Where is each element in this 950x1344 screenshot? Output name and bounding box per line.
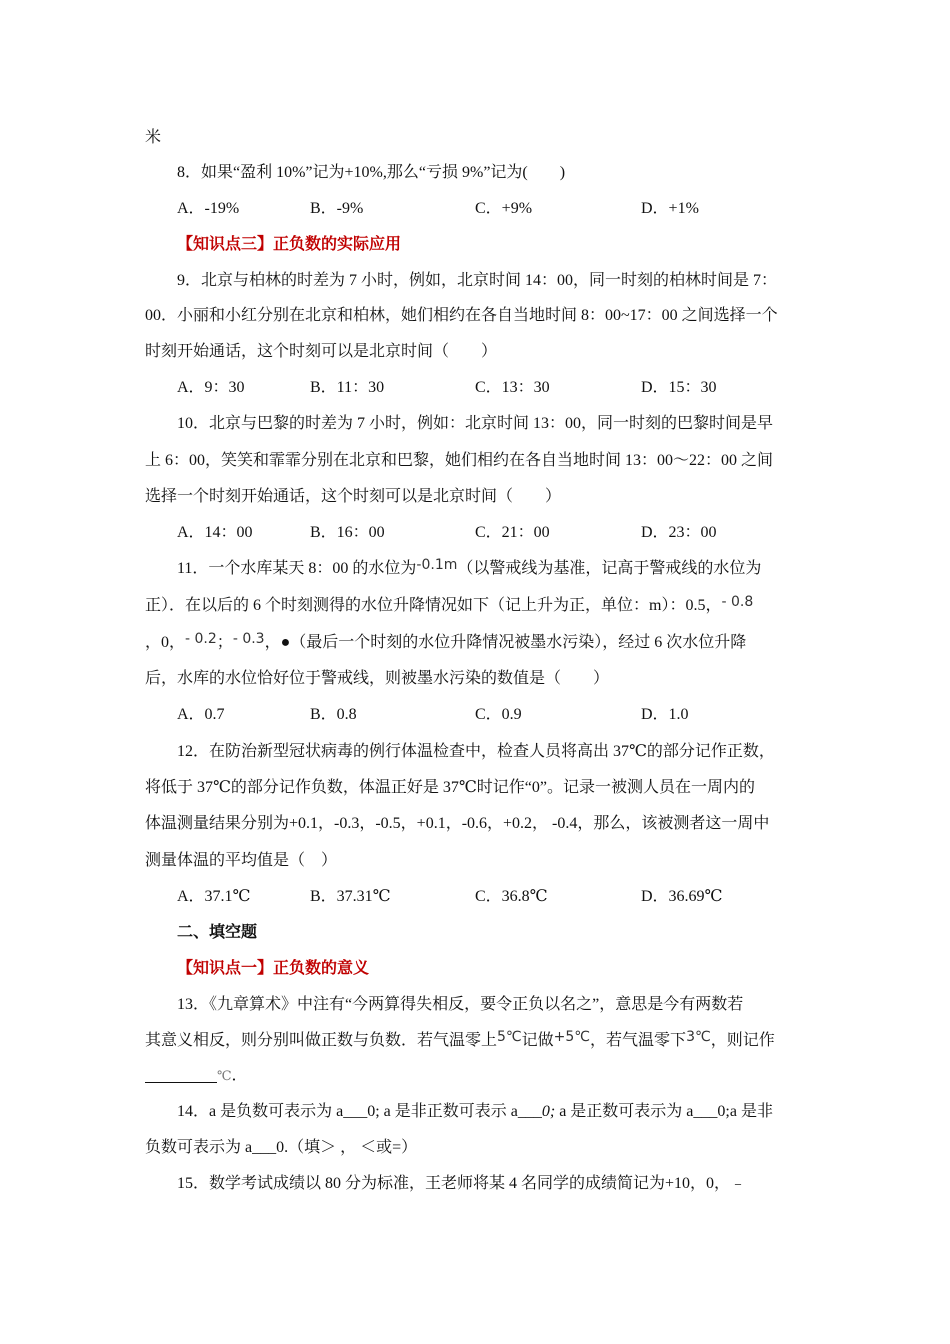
q11-text: 正）．在以后的 6 个时刻测得的水位升降情况如下（记上升为正，单位：m）：0.5， bbox=[145, 597, 722, 614]
q10-line-3: 选择一个时刻开始通话，这个时刻可以是北京时间（ ） bbox=[145, 488, 562, 505]
q11-formula: - 0.2 bbox=[185, 631, 217, 647]
q8-option-c[interactable]: C．+9% bbox=[475, 200, 533, 217]
q13-text: ． bbox=[231, 1067, 248, 1084]
q10-line-2: 上 6：00，笑笑和霏霏分别在北京和巴黎，她们相约在各自当地时间 13：00～22：00 之间 bbox=[145, 452, 774, 469]
knowledge-point-3-heading: 【知识点三】正负数的实际应用 bbox=[177, 236, 402, 253]
q8-option-b[interactable]: B．-9% bbox=[310, 200, 364, 217]
q11-text: ； bbox=[216, 634, 233, 651]
q11-line-1 bbox=[177, 559, 810, 579]
q12-option-a[interactable]: A．37.1℃ bbox=[177, 888, 251, 905]
q11-text: （以警戒线为基准，记高于警戒线的水位为 bbox=[457, 560, 762, 577]
q9-line-3: 时刻开始通话，这个时刻可以是北京时间（ ） bbox=[145, 343, 498, 360]
q11-option-d[interactable]: D．1.0 bbox=[641, 706, 689, 723]
q9-option-c[interactable]: C．13：30 bbox=[475, 379, 550, 396]
q12-option-b[interactable]: B．37.31℃ bbox=[310, 888, 391, 905]
q14-text: a 是正数可表示为 a___0;a 是非 bbox=[555, 1103, 773, 1120]
q11-formula: - 0.8 bbox=[721, 594, 754, 610]
q11-formula: - 0.3 bbox=[232, 631, 265, 647]
q13-text: 记做 bbox=[521, 1032, 554, 1049]
q14-line-2: 负数可表示为 a___0.（填＞ ， ＜或=） bbox=[145, 1139, 418, 1156]
q13-line-1: 13．《九章算术》中注有“今两算得失相反，要令正负以名之”，意思是今有两数若 bbox=[177, 996, 744, 1013]
q11-option-b[interactable]: B．0.8 bbox=[310, 706, 357, 723]
q8-option-a[interactable]: A．-19% bbox=[177, 200, 240, 217]
q11-option-c[interactable]: C．0.9 bbox=[475, 706, 522, 723]
q13-line-2 bbox=[145, 1031, 810, 1051]
q14-line-1 bbox=[177, 1102, 810, 1122]
section-2-heading: 二、填空题 bbox=[177, 924, 258, 941]
q15-line-1: 15．数学考试成绩以 80 分为标准，王老师将某 4 名同学的成绩简记为+10，0，﹣ bbox=[177, 1175, 747, 1192]
q10-option-d[interactable]: D．23：00 bbox=[641, 524, 717, 541]
q12-line-2: 将低于 37℃的部分记作负数，体温正好是 37℃时记作“0”。记录一被测人员在一周内的 bbox=[145, 779, 756, 796]
q13-text: ，则记作 bbox=[710, 1032, 775, 1049]
q13-text: ，若气温零下 bbox=[590, 1032, 687, 1049]
q11-text: 11．一个水库某天 8：00 的水位为 bbox=[177, 560, 417, 577]
answer-blank[interactable] bbox=[145, 1066, 217, 1083]
q11-text: ，0， bbox=[145, 634, 186, 651]
q13-formula: 3℃ bbox=[686, 1029, 711, 1045]
q14-italic-text: 0; bbox=[541, 1103, 556, 1120]
q13-formula: +5℃ bbox=[553, 1029, 591, 1045]
q12-line-3: 体温测量结果分别为+0.1，-0.3，-0.5，+0.1，-0.6，+0.2， -0.4，那么，该被测者这一周中 bbox=[145, 815, 770, 832]
q13-text: 其意义相反，则分别叫做正数与负数．若气温零上 bbox=[145, 1032, 498, 1049]
q11-formula: -0.1m bbox=[416, 557, 458, 573]
q11-option-a[interactable]: A．0.7 bbox=[177, 706, 225, 723]
q13-unit: ℃ bbox=[217, 1068, 232, 1083]
q11-line-2 bbox=[145, 596, 810, 616]
q11-line-3 bbox=[145, 633, 810, 653]
carry-over-text: 米 bbox=[145, 129, 162, 146]
q12-option-c[interactable]: C．36.8℃ bbox=[475, 888, 548, 905]
q12-option-d[interactable]: D．36.69℃ bbox=[641, 888, 723, 905]
q10-line-1: 10．北京与巴黎的时差为 7 小时，例如：北京时间 13：00，同一时刻的巴黎时间是早 bbox=[177, 415, 774, 432]
knowledge-point-1-heading: 【知识点一】正负数的意义 bbox=[177, 960, 370, 977]
q9-line-1: 9．北京与柏林的时差为 7 小时，例如，北京时间 14：00，同一时刻的柏林时间是 7： bbox=[177, 272, 778, 289]
q9-option-d[interactable]: D．15：30 bbox=[641, 379, 717, 396]
q13-line-3 bbox=[145, 1066, 810, 1086]
q12-line-4: 测量体温的平均值是（ ） bbox=[145, 852, 338, 869]
q12-line-1: 12．在防治新型冠状病毒的例行体温检查中，检查人员将高出 37℃的部分记作正数， bbox=[177, 743, 775, 760]
q10-option-a[interactable]: A．14：00 bbox=[177, 524, 253, 541]
q11-text: ，●（最后一个时刻的水位升降情况被墨水污染），经过 6 次水位升降 bbox=[264, 634, 747, 651]
q9-line-2: 00．小丽和小红分别在北京和柏林，她们相约在各自当地时间 8：00~17：00 之间选择一个 bbox=[145, 307, 778, 324]
q11-line-4: 后，水库的水位恰好位于警戒线，则被墨水污染的数值是（ ） bbox=[145, 670, 610, 687]
q8-option-d[interactable]: D．+1% bbox=[641, 200, 699, 217]
q10-option-c[interactable]: C．21：00 bbox=[475, 524, 550, 541]
q14-text: 14．a 是负数可表示为 a___0; a 是非正数可表示 a___ bbox=[177, 1103, 542, 1120]
q8-stem: 8．如果“盈利 10%”记为+10%,那么“亏损 9%”记为( ) bbox=[177, 164, 566, 181]
q9-option-b[interactable]: B．11：30 bbox=[310, 379, 385, 396]
q13-formula: 5℃ bbox=[497, 1029, 522, 1045]
q10-option-b[interactable]: B．16：00 bbox=[310, 524, 385, 541]
q9-option-a[interactable]: A．9：30 bbox=[177, 379, 245, 396]
